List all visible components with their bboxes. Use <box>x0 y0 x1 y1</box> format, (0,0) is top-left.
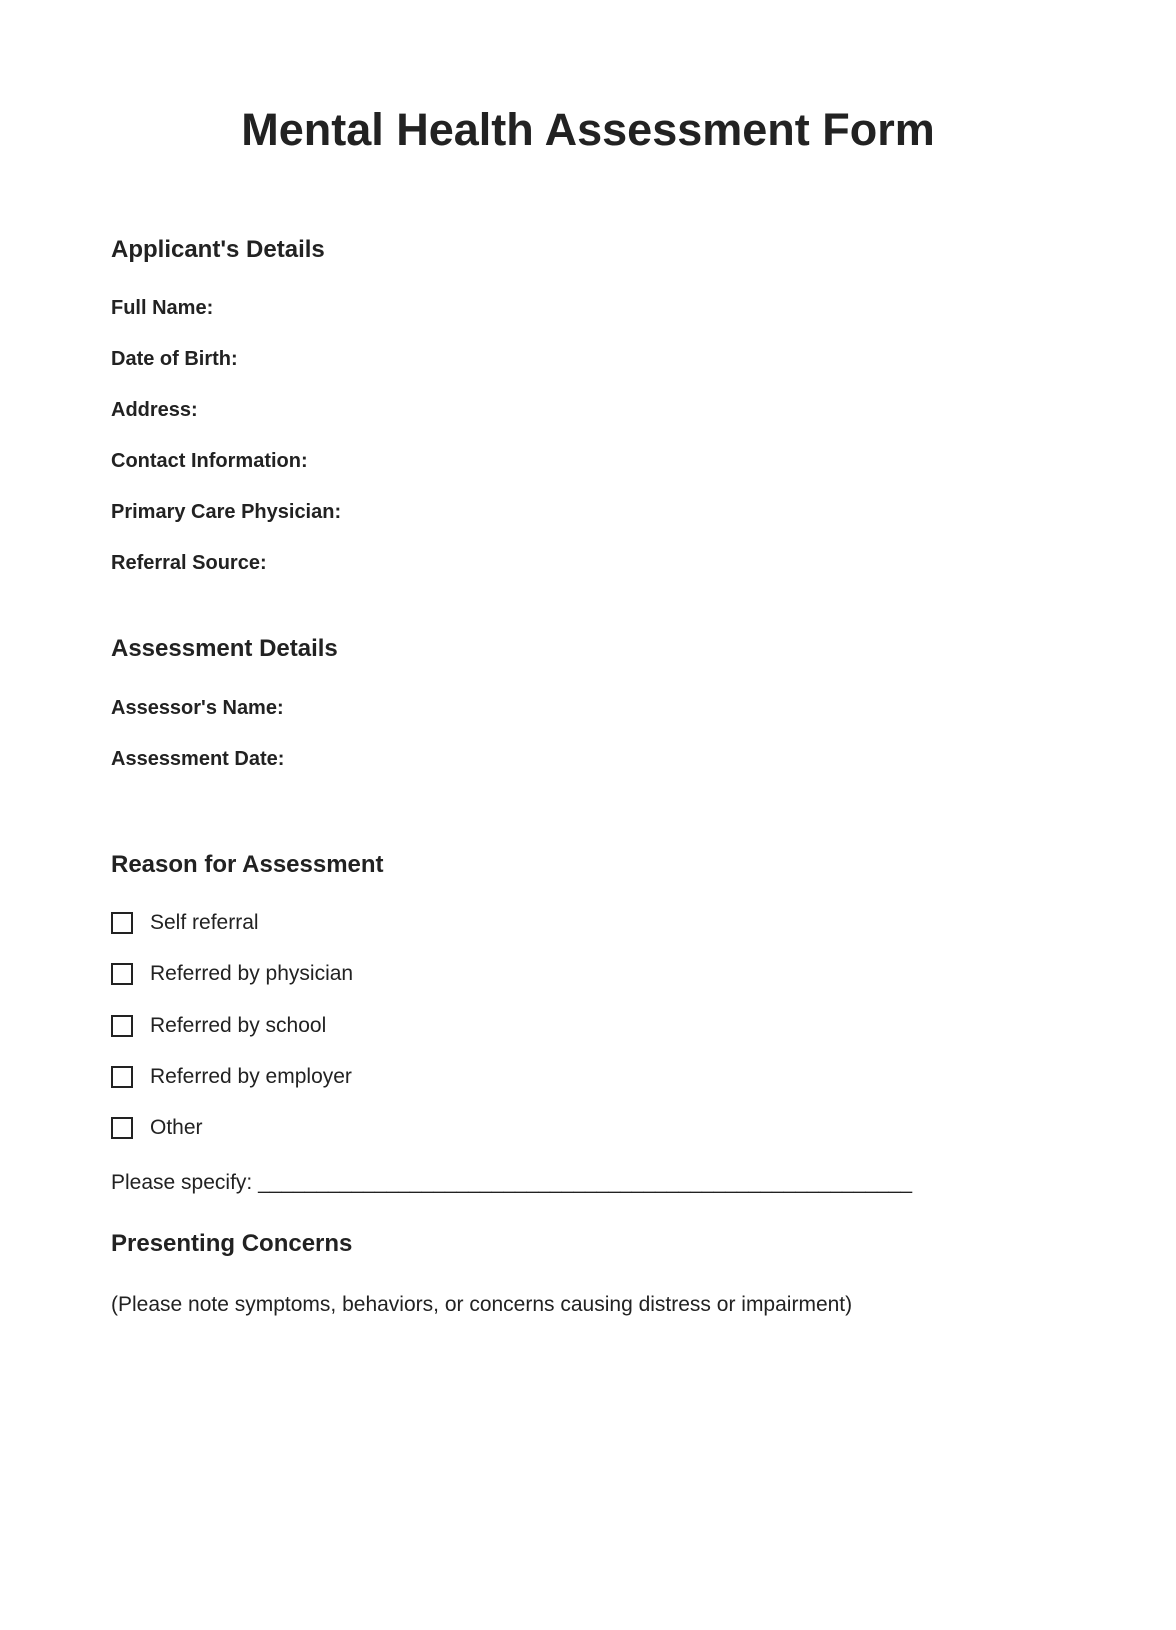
checkbox-icon[interactable] <box>111 1066 133 1088</box>
option-label: Referred by employer <box>150 1065 352 1088</box>
please-specify-field[interactable]: Please specify: ________________________________________________________ <box>111 1171 913 1194</box>
full-name-label: Full Name: <box>111 297 214 319</box>
checkbox-icon[interactable] <box>111 1117 133 1139</box>
applicant-details-heading: Applicant's Details <box>111 236 325 263</box>
contact-information-label: Contact Information: <box>111 450 308 472</box>
assessment-details-heading: Assessment Details <box>111 635 338 662</box>
checkbox-other[interactable] <box>111 1116 203 1140</box>
option-label: Other <box>150 1116 203 1139</box>
referral-source-label: Referral Source: <box>111 552 267 574</box>
checkbox-self-referral[interactable] <box>111 911 259 935</box>
assessor-name-label: Assessor's Name: <box>111 697 284 719</box>
checkbox-icon[interactable] <box>111 963 133 985</box>
checkbox-icon[interactable] <box>111 912 133 934</box>
option-label: Self referral <box>150 911 259 934</box>
presenting-concerns-note: (Please note symptoms, behaviors, or concerns causing distress or impairment) <box>111 1293 853 1316</box>
date-of-birth-label: Date of Birth: <box>111 348 238 370</box>
page-title: Mental Health Assessment Form <box>241 104 935 155</box>
option-label: Referred by physician <box>150 962 354 985</box>
checkbox-referred-by-employer[interactable] <box>111 1065 352 1089</box>
address-label: Address: <box>111 399 198 421</box>
presenting-concerns-heading: Presenting Concerns <box>111 1230 353 1257</box>
checkbox-referred-by-physician[interactable] <box>111 962 353 986</box>
reason-heading: Reason for Assessment <box>111 851 384 878</box>
primary-care-physician-label: Primary Care Physician: <box>111 501 342 523</box>
option-label: Referred by school <box>150 1014 327 1037</box>
checkbox-referred-by-school[interactable] <box>111 1014 326 1038</box>
checkbox-icon[interactable] <box>111 1015 133 1037</box>
assessment-date-label: Assessment Date: <box>111 748 285 770</box>
